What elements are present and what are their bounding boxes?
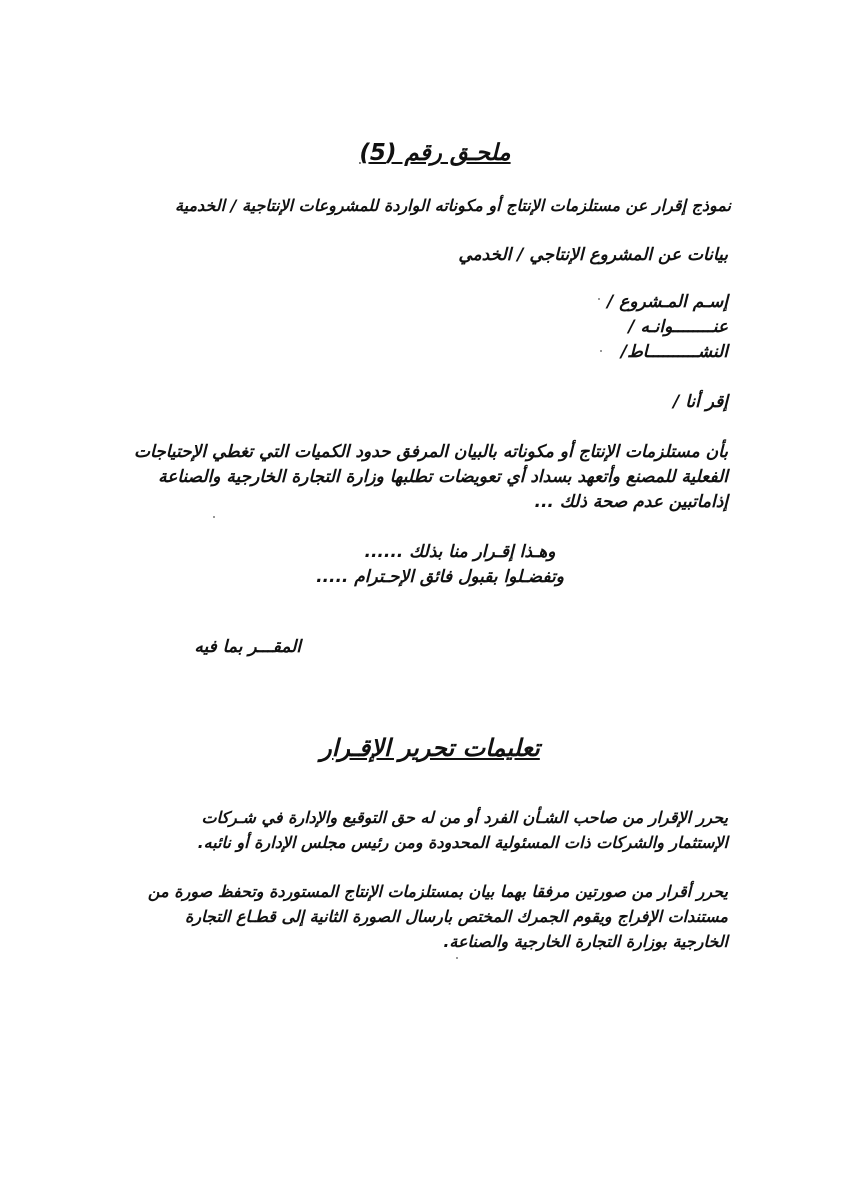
instruction-1-line-2: الإستثمار والشركات ذات المسئولية المحدودة ومن رئيس مجلس الإدارة أو نائبه. [197,833,728,852]
closing-line-2: وتفضـلوا بقبول فائق الإحـترام ..... [316,567,564,587]
instruction-2-line-2: مستندات الإفراج ويقوم الجمرك المختص بارسال الصورة الثانية إلى قطـاع التجارة [184,907,728,926]
scan-speck [598,298,600,300]
project-name-field: إسـم المـشروع / [607,292,728,312]
scan-speck [456,957,458,959]
project-data-heading: بيانات عن المشروع الإنتاجي / الخدمي [458,245,728,265]
instruction-2-line-3: الخارجية بوزارة التجارة الخارجية والصناعة. [443,932,728,951]
form-title: نموذج إقرار عن مستلزمات الإنتاج أو مكوناته الواردة للمشروعات الإنتاجية / الخدمية [175,196,731,215]
address-field: عنــــــــوانـه / [628,317,728,337]
declaration-line-1: بأن مستلزمات الإنتاج أو مكوناته بالبيان المرفق حدود الكميات التي تغطي الإحتياجات [134,442,728,462]
declaration-line-3: إذاماتبين عدم صحة ذلك ... [534,492,728,512]
instruction-1-line-1: يحرر الإقرار من صاحب الشـأن الفرد أو من له حق التوقيع والإدارة في شـركات [201,808,728,827]
activity-field: النشــــــــــاط/ [620,342,728,362]
closing-line-1: وهـذا إقـرار منا بذلك ...... [364,542,556,562]
scan-speck [600,350,602,352]
declaration-line-2: الفعلية للمصنع وأتعهد بسداد أي تعويضات تطلبها وزارة التجارة الخارجية والصناعة [158,467,728,487]
instruction-2-line-1: يحرر أقرار من صورتين مرفقا بهما بيان بمستلزمات الإنتاج المستوردة وتحفظ صورة من [147,882,728,901]
signature-label: المقـــر بما فيه [194,637,301,657]
annex-title: ملحـق رقم (5) [359,140,511,166]
declarant-line: إقر أنا / [673,392,728,412]
instructions-title: تعليمات تحرير الإقـرار [320,734,540,762]
scan-speck [213,516,215,518]
